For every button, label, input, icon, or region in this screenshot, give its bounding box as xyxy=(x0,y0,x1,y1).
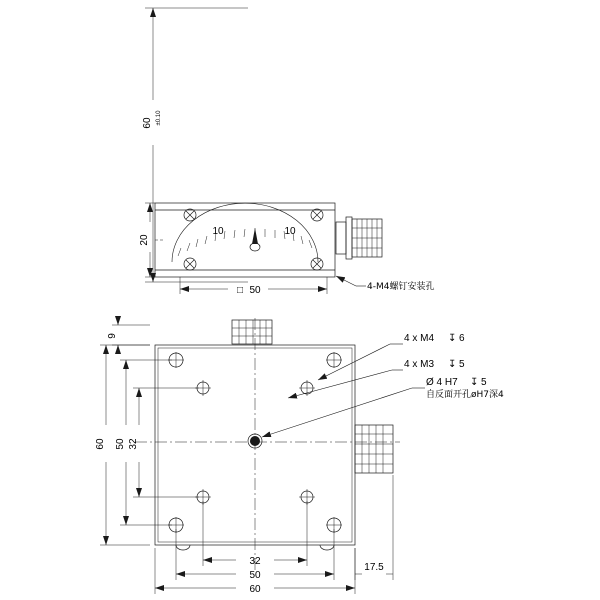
note-m3-depth-symbol: ↧ xyxy=(448,359,457,370)
callout-screw-mounting-holes: 4-M4螺钉安装孔 xyxy=(367,282,435,292)
note-m4-depth: 6 xyxy=(459,333,465,344)
note-reamed-hole: Ø 4 H7 xyxy=(426,377,458,388)
note-m4-label: 4 x M4 xyxy=(404,333,435,344)
note-reamed-depth: 5 xyxy=(481,377,487,388)
dim-front-height-tolerance: ±0.10 xyxy=(156,110,162,126)
front-view-group xyxy=(145,8,382,294)
note-m4-depth-symbol: ↧ xyxy=(448,333,457,344)
plan-view-group xyxy=(100,318,425,594)
note-reamed-hole-cn: 自反面开孔øH7深4 xyxy=(426,390,504,400)
dim-front-side-height: 20 xyxy=(139,234,150,246)
dim-plan-left-32: 32 xyxy=(128,438,139,450)
dim-plan-left-50: 50 xyxy=(115,438,126,450)
dim-front-base-width: 50 xyxy=(249,285,261,296)
dim-plan-top-offset: 9 xyxy=(107,333,118,339)
dim-plan-left-60: 60 xyxy=(95,438,106,450)
scale-label-right: 10 xyxy=(284,226,296,237)
dim-plan-bottom-60: 60 xyxy=(249,584,261,595)
dimension-text-layer xyxy=(95,110,504,595)
dim-plan-bottom-50: 50 xyxy=(249,570,261,581)
note-m3-label: 4 x M3 xyxy=(404,359,435,370)
note-reamed-depth-symbol: ↧ xyxy=(470,377,479,388)
dim-front-height: 60 xyxy=(142,117,153,129)
dim-plan-right-offset: 17.5 xyxy=(364,562,384,573)
note-m3-depth: 5 xyxy=(459,359,465,370)
dim-front-base-width-symbol: □ xyxy=(236,285,244,296)
scale-label-left: 10 xyxy=(212,226,224,237)
dim-plan-bottom-32: 32 xyxy=(249,556,261,567)
